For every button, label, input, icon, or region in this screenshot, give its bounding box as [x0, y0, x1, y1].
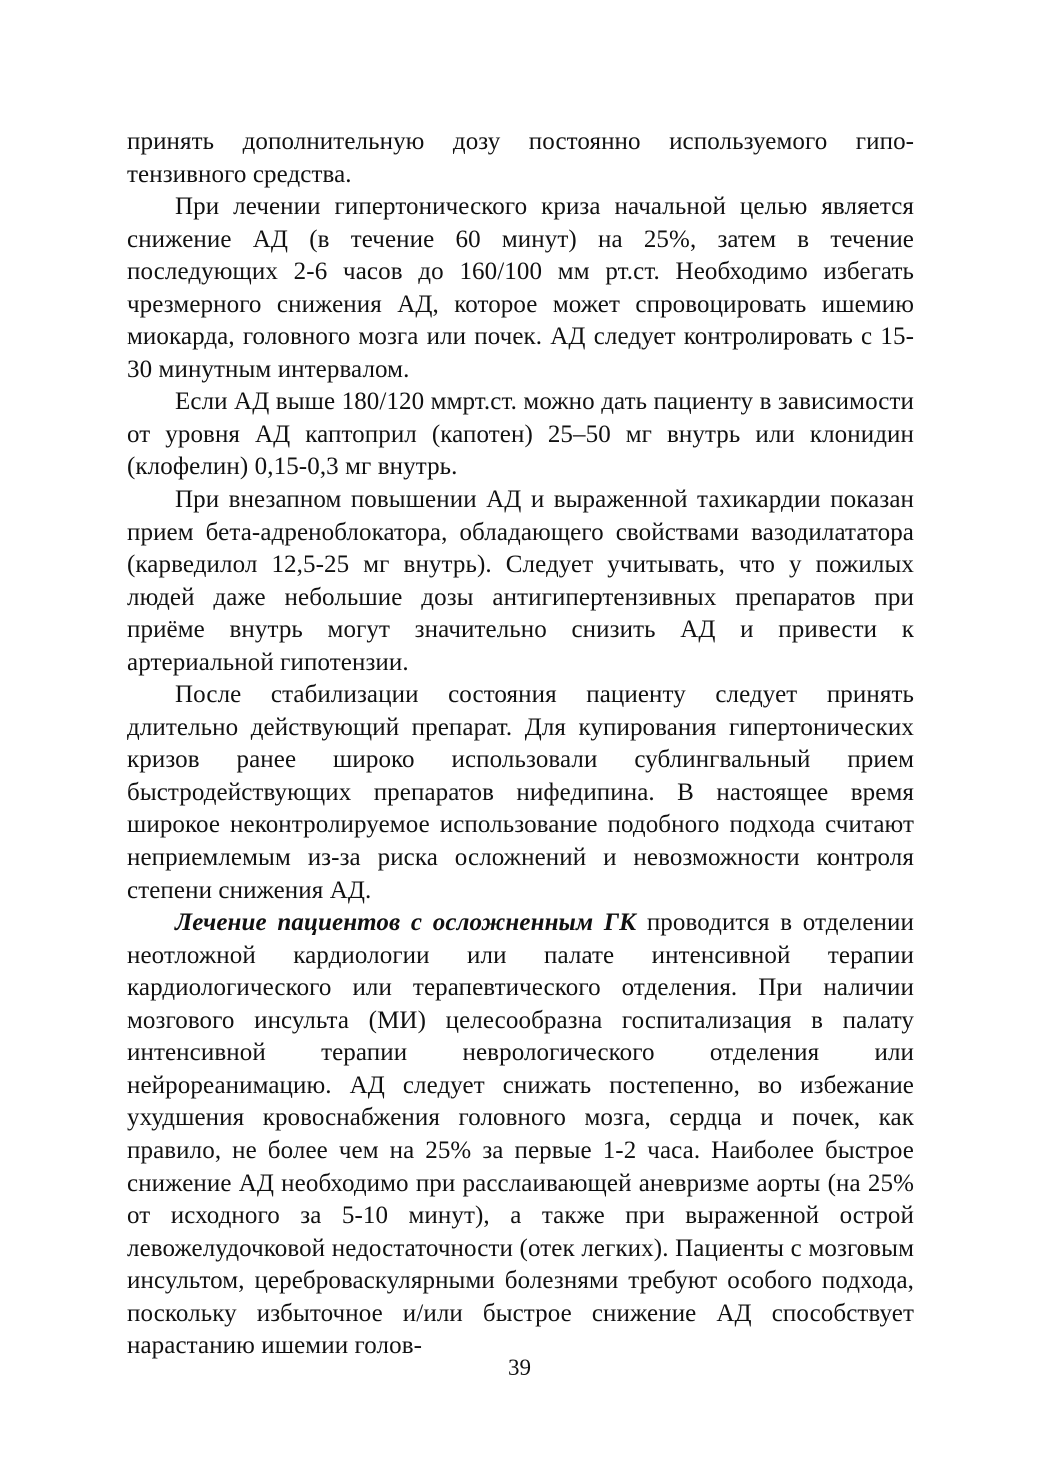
paragraph-complicated-treatment: [127, 907, 914, 1363]
paragraph-body: проводится в отделении неотложной кардиологии или палате интенсивной терапии кардиологического или терапевтического отделения. При наличии мозгового инсульта (МИ) целесообразна госпитализация в палату интенсивной терапии неврологического отделения или нейрореанимацию. АД следует снижать постепенно, во избежание ухудшения кровоснабжения головного мозга, сердца и почек, как правило, не более чем на 25% за первые 1-2 часа. Наиболее быстрое снижение АД необходимо при расслаивающей аневризме аорты (на 25% от исходного за 5-10 минут), а также при выраженной острой левожелудочковой недостаточности (отек легких). Пациенты с мозговым инсультом, цереброваскулярными болезнями требуют особого подхода, поскольку избыточное и/или быстрое снижение АД способствует нарастанию ишемии голов-: [127, 909, 914, 1360]
paragraph: принять дополнительную дозу постоянно используемого гипотензивного средства.: [127, 128, 914, 188]
paragraph: После стабилизации состояния пациенту следует принять длительно действующий препарат. Для купирования гипертонических кризов ранее широко использовали сублингвальный прием быстродействующих препаратов нифедипина. В настоящее время широкое неконтролируемое использование подобного подхода считают неприемлемым из-за риска осложнений и невозможности контроля степени снижения АД.: [127, 681, 914, 904]
paragraph-lead-heading: Лечение пациентов с осложненным ГК: [175, 909, 637, 937]
paragraph: Если АД выше 180/120 ммрт.ст. можно дать пациенту в зависимости от уровня АД каптоприл (капотен) 25–50 мг внутрь или клонидин (клофелин) 0,15-0,3 мг внутрь.: [127, 388, 914, 481]
paragraph: При внезапном повышении АД и выраженной тахикардии показан прием бета-адреноблокатора, обладающего свойствами вазодилататора (карведилол 12,5-25 мг внутрь). Следует учитывать, что у пожилых людей даже небольшие дозы антигипертензивных препаратов при приёме внутрь могут значительно снизить АД и привести к артериальной гипотензии.: [127, 486, 914, 676]
body-text: [127, 126, 914, 1363]
paragraph: При лечении гипертонического криза начальной целью является снижение АД (в течение 60 минут) на 25%, затем в течение последующих 2-6 часов до 160/100 мм рт.ст. Необходимо избегать чрезмерного снижения АД, которое может спровоцировать ишемию миокарда, головного мозга или почек. АД следует контролировать с 15-30 минутным интервалом.: [127, 193, 914, 383]
page-number: 39: [508, 1355, 531, 1380]
